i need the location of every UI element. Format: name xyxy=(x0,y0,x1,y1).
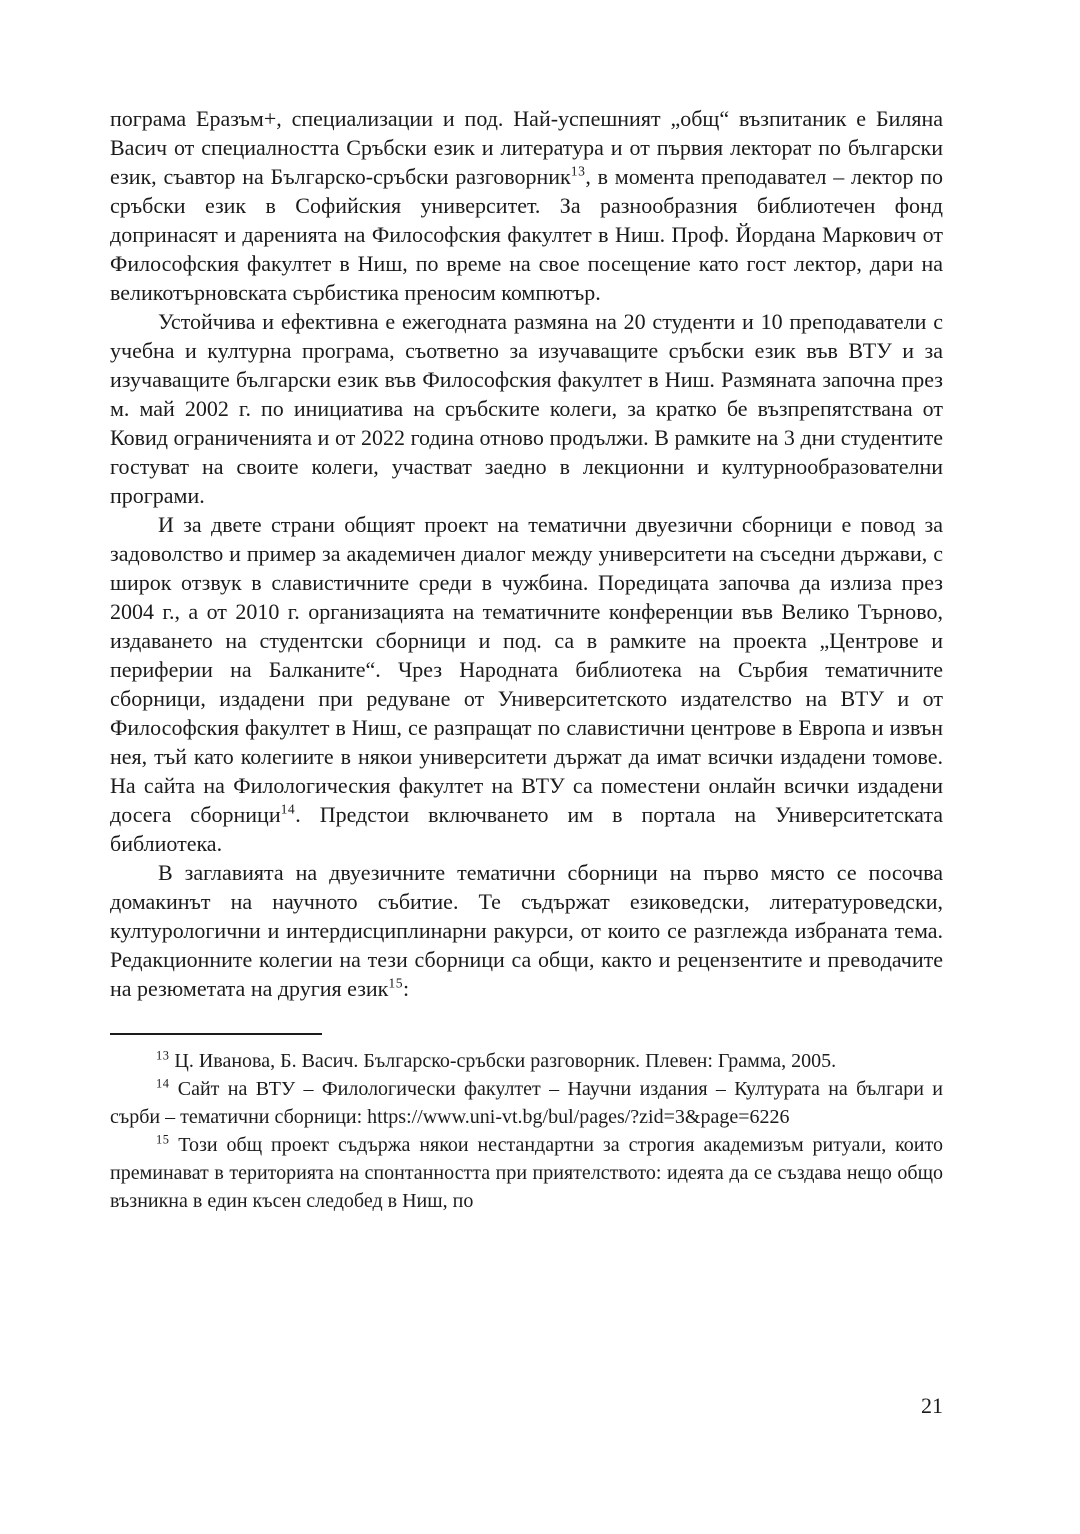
body-text xyxy=(110,104,943,1003)
footnote-marker: 13 xyxy=(570,163,586,179)
footnote-15 xyxy=(110,1131,943,1215)
paragraph-project xyxy=(110,510,943,858)
text-run: Този общ проект съдържа някои нестандартни за строгия академизъм ритуали, които преминават в територията на спонтанността при приятелството: идеята да се създава нещо общо възникна в един късен следобед в Ниш, по xyxy=(110,1134,943,1212)
paragraph-exchange xyxy=(110,307,943,510)
text-run: В заглавията на двуезичните тематични сборници на първо място се посочва домакинът на научното събитие. Те съдържат езиковедски, литературоведски, културологични и интердисциплинарни ракурси, от които се разглежда избраната тема. Редакционните колегии на тези сборници са общи, както и рецензентите и преводачите на резюметата на другия език xyxy=(110,860,943,1001)
text-run: И за двете страни общият проект на тематични двуезични сборници е повод за задоволство и пример за академичен диалог между университети на съседни държави, с широк отзвук в славистичните среди в чужбина. Поредицата започва да излиза през 2004 г., а от 2010 г. организацията на тематичните конференции във Велико Търново, издаването на студентски сборници и под. са в рамките на проекта „Центрове и периферии на Балканите“. Чрез Народната библиотека на Сърбия тематичните сборници, издадени при редуване от Университетското издателство на ВТУ и от Философския факултет в Ниш, се разпращат по славистични центрове в Европа и извън нея, тъй като колегиите в някои университети държат да имат всички издадени томове. На сайта на Филологическия факултет на ВТУ са поместени онлайн всички издадени досега сборници xyxy=(110,512,943,827)
text-run: . Предстои включването им в портала на Университетската библиотека. xyxy=(110,802,943,856)
text-run: , в момента преподавател – лектор по сръбски език в Софийския университет. За разнообразния библиотечен фонд допринасят и даренията на Философския факултет в Ниш. Проф. Йордана Маркович от Философския факултет в Ниш, по време на свое посещение като гост лектор, дари на великотърновската сърбистика преносим компютър. xyxy=(110,164,943,305)
footnote-marker: 14 xyxy=(156,1076,170,1091)
text-run: пограма Еразъм+, специализации и под. Най-успешният „общ“ възпитаник е Биляна Васич от специалността Сръбски език и литература и от първия лекторат по български език, съавтор на Българско-сръбски разговорник xyxy=(110,106,943,189)
paragraph-continuation xyxy=(110,104,943,307)
footnote-separator xyxy=(110,1033,322,1035)
page-number: 21 xyxy=(921,1393,943,1418)
text-run: Ц. Иванова, Б. Васич. Българско-сръбски разговорник. Плевен: Грамма, 2005. xyxy=(169,1050,837,1072)
footnote-marker: 13 xyxy=(156,1048,170,1063)
footnotes xyxy=(110,1047,943,1215)
footnote-marker: 15 xyxy=(156,1132,170,1147)
footnote-14 xyxy=(110,1075,943,1131)
text-run: : xyxy=(403,976,410,1001)
footnote-13 xyxy=(110,1047,943,1075)
footnote-marker: 15 xyxy=(388,975,403,991)
text-run: Устойчива и ефективна е ежегодната размяна на 20 студенти и 10 преподаватели с учебна и културна програма, съответно за изучаващите сръбски език във ВТУ и за изучаващите български език във Философския факултет в Ниш. Размяната започна през м. май 2002 г. по инициатива на сръбските колеги, за кратко бе възпрепятствана от Ковид ограниченията и от 2022 година отново продължи. В рамките на 3 дни студентите гостуват на своите колеги, участват заедно в лекционни и културнообразователни програми. xyxy=(110,309,943,508)
footnote-marker: 14 xyxy=(280,801,296,817)
text-block xyxy=(110,104,943,1215)
paragraph-titles xyxy=(110,858,943,1003)
text-run: Сайт на ВТУ – Филологически факултет – Научни издания – Културата на българи и сърби – тематични сборници: https://www.uni-vt.bg/bul/pages/?zid=3&page=6226 xyxy=(110,1078,943,1128)
